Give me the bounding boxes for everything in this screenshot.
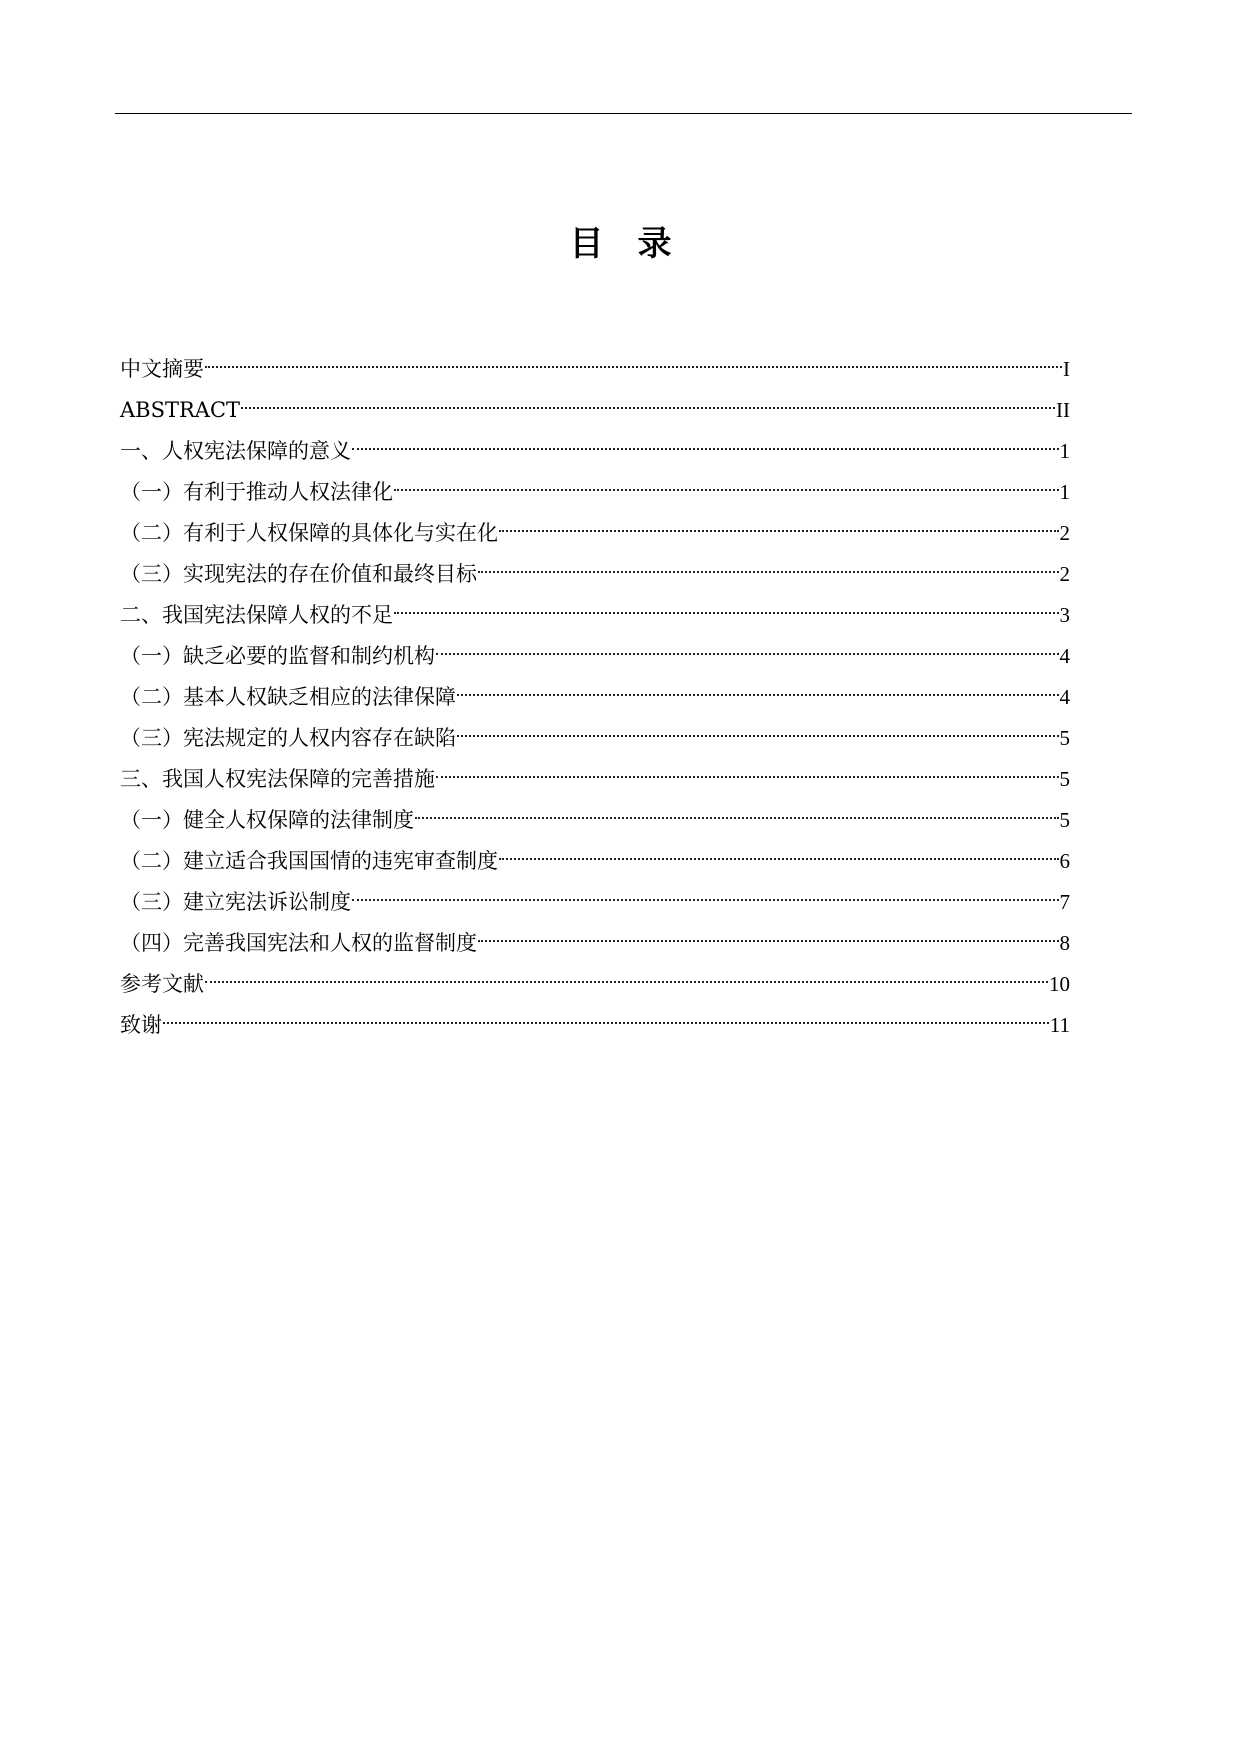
toc-page-number: 1	[1059, 480, 1070, 504]
toc-entry-label: 一、人权宪法保障的意义	[120, 439, 351, 463]
toc-dot-leader	[478, 571, 1059, 573]
toc-page-number: 2	[1059, 562, 1070, 586]
toc-page-number: 6	[1059, 849, 1070, 873]
toc-entry[interactable]	[120, 595, 1070, 636]
toc-page-number: 8	[1059, 931, 1070, 955]
toc-entry[interactable]	[120, 636, 1070, 677]
toc-entry-label: 参考文献	[120, 972, 204, 996]
toc-dot-leader	[394, 612, 1059, 614]
toc-entry-label: （二）建立适合我国国情的违宪审查制度	[120, 849, 498, 873]
toc-dot-leader	[436, 776, 1059, 778]
toc-page-number: 7	[1059, 890, 1070, 914]
toc-dot-leader	[205, 366, 1062, 368]
toc-entry-label: （一）有利于推动人权法律化	[120, 480, 393, 504]
toc-page-number: 2	[1059, 521, 1070, 545]
toc-page-number: 4	[1059, 685, 1070, 709]
toc-page-number: 10	[1049, 972, 1070, 996]
toc-entry-label: （二）有利于人权保障的具体化与实在化	[120, 521, 498, 545]
toc-page-number: 11	[1049, 1013, 1070, 1037]
toc-entry[interactable]	[120, 964, 1070, 1005]
toc-entry-label: 中文摘要	[120, 357, 204, 381]
toc-dot-leader	[499, 858, 1059, 860]
toc-entry-label: （二）基本人权缺乏相应的法律保障	[120, 685, 456, 709]
toc-entry[interactable]	[120, 472, 1070, 513]
toc-dot-leader	[499, 530, 1059, 532]
toc-page-number: 5	[1059, 808, 1070, 832]
header-rule	[115, 113, 1132, 114]
toc-entry-label: 三、我国人权宪法保障的完善措施	[120, 767, 435, 791]
toc-entry-label: ABSTRACT	[120, 398, 241, 422]
toc-dot-leader	[436, 653, 1059, 655]
toc-entry[interactable]	[120, 554, 1070, 595]
toc-entry-label: （三）建立宪法诉讼制度	[120, 890, 351, 914]
toc-entry[interactable]	[120, 431, 1070, 472]
toc-entry-label: （三）宪法规定的人权内容存在缺陷	[120, 726, 456, 750]
toc-page-number: I	[1063, 357, 1070, 381]
toc-dot-leader	[478, 940, 1059, 942]
toc-page-number: II	[1056, 398, 1070, 422]
toc-entry[interactable]	[120, 923, 1070, 964]
toc-page-number: 3	[1059, 603, 1070, 627]
toc-entry-label: 二、我国宪法保障人权的不足	[120, 603, 393, 627]
toc-entry-label: （一）健全人权保障的法律制度	[120, 808, 414, 832]
toc-entry[interactable]	[120, 718, 1070, 759]
toc-dot-leader	[457, 694, 1059, 696]
toc-dot-leader	[457, 735, 1059, 737]
toc-dot-leader	[241, 407, 1055, 409]
toc-dot-leader	[352, 448, 1059, 450]
toc-dot-leader	[415, 817, 1059, 819]
toc-page-number: 4	[1059, 644, 1070, 668]
toc-dot-leader	[394, 489, 1059, 491]
toc-entry[interactable]	[120, 390, 1070, 431]
toc-entry[interactable]	[120, 349, 1070, 390]
table-of-contents	[120, 349, 1070, 1046]
toc-entry[interactable]	[120, 1005, 1070, 1046]
toc-entry-label: （一）缺乏必要的监督和制约机构	[120, 644, 435, 668]
toc-entry-label: （四）完善我国宪法和人权的监督制度	[120, 931, 477, 955]
toc-entry[interactable]	[120, 882, 1070, 923]
toc-page-number: 5	[1059, 767, 1070, 791]
toc-entry-label: 致谢	[120, 1013, 162, 1037]
toc-entry[interactable]	[120, 800, 1070, 841]
toc-entry[interactable]	[120, 841, 1070, 882]
toc-entry[interactable]	[120, 513, 1070, 554]
page-title: 目 录	[569, 224, 672, 264]
toc-page-number: 5	[1059, 726, 1070, 750]
toc-dot-leader	[205, 981, 1048, 983]
toc-entry[interactable]	[120, 759, 1070, 800]
toc-entry[interactable]	[120, 677, 1070, 718]
toc-page-number: 1	[1059, 439, 1070, 463]
toc-dot-leader	[163, 1022, 1049, 1024]
toc-entry-label: （三）实现宪法的存在价值和最终目标	[120, 562, 477, 586]
toc-dot-leader	[352, 899, 1059, 901]
